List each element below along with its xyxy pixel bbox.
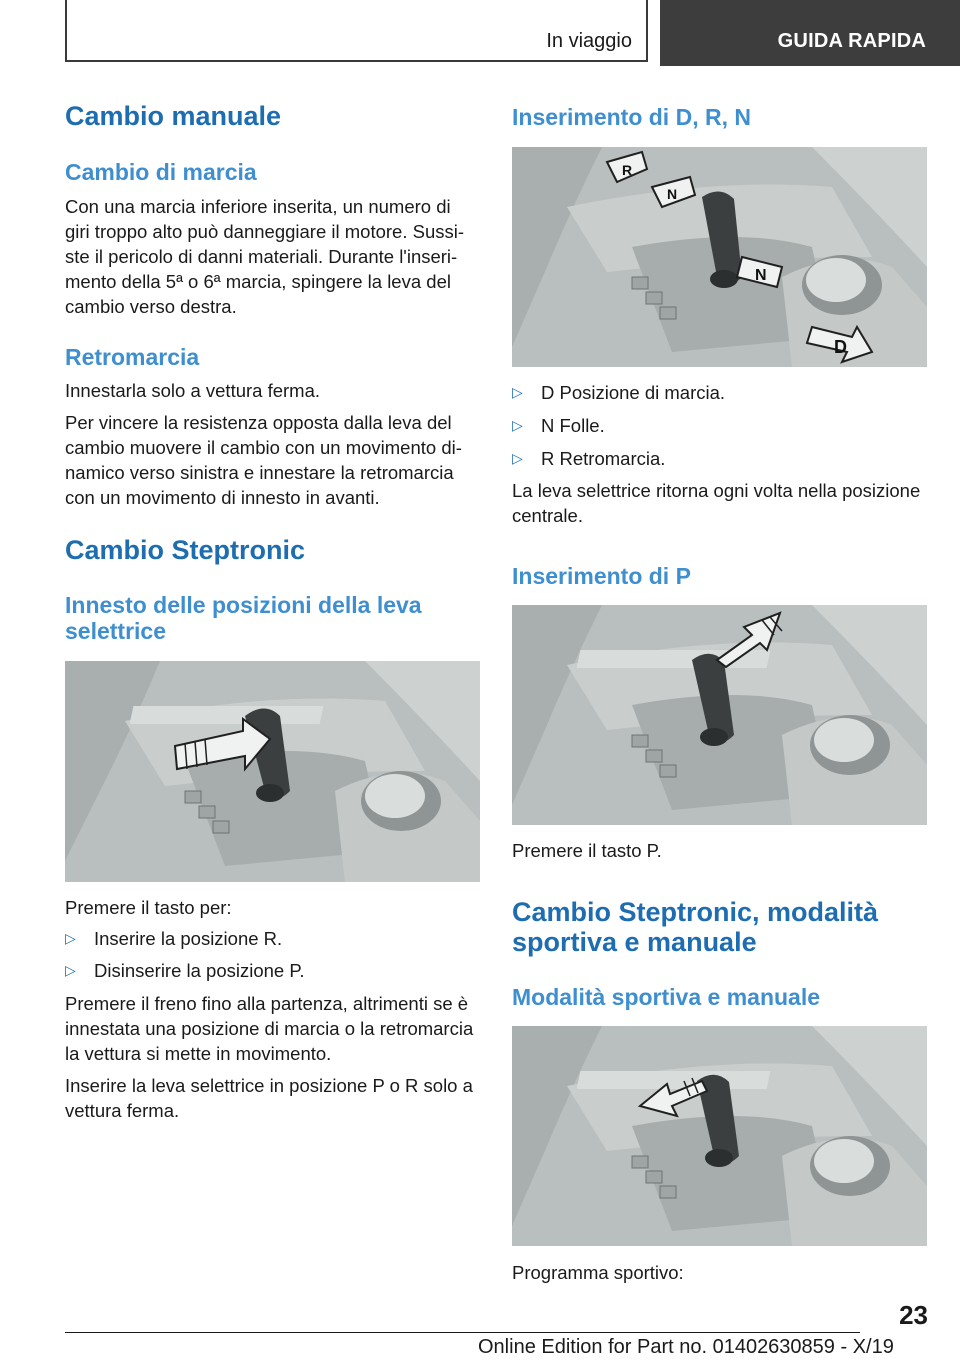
footer-divider: [65, 1332, 860, 1333]
press-for-text: Premere il tasto per:: [65, 897, 232, 918]
text-line: giri troppo alto può danneggiare il motore. Sussi‐: [65, 221, 465, 242]
text-line: La leva selettrice ritorna ogni volta nella posizione: [512, 480, 921, 501]
heading-steptronic: Cambio Steptronic: [65, 535, 306, 565]
label-n-top: N: [667, 186, 678, 202]
sport-text: Programma sportivo:: [512, 1262, 684, 1283]
brake-text: [65, 991, 473, 1066]
reverse-text-1: Innestarla solo a vettura ferma.: [65, 380, 321, 401]
bullet-text: D Posizione di marcia.: [541, 382, 726, 403]
heading-manual-gearbox: Cambio manuale: [65, 101, 282, 131]
text-line: con un movimento di innesto in avanti.: [65, 487, 380, 508]
text-line: Premere il freno fino alla partenza, altrimenti se è: [65, 993, 469, 1014]
heading-reverse: Retromarcia: [65, 344, 200, 370]
figure-sport-mode: [512, 1026, 927, 1246]
gear-change-text: [65, 194, 464, 319]
header-section-title: In viaggio: [546, 30, 632, 52]
triangle-bullet-icon: ▷: [65, 930, 76, 946]
text-line: centrale.: [512, 505, 583, 526]
insert-text: [65, 1073, 473, 1123]
heading-p: Inserimento di P: [512, 563, 691, 589]
text-line: ste il pericolo di danni materiali. Durante l'inseri‐: [65, 246, 458, 267]
header-box: [65, 0, 648, 62]
bullet-text: Inserire la posizione R.: [94, 928, 283, 949]
triangle-bullet-icon: ▷: [512, 450, 523, 466]
dnr-text: [512, 478, 920, 528]
text-line: cambio muovere il cambio con un movimento di‐: [65, 437, 462, 458]
p-text: Premere il tasto P.: [512, 840, 662, 861]
footer-edition: Online Edition for Part no. 01402630859 - X/19: [478, 1336, 894, 1358]
page-number: 23: [899, 1300, 928, 1330]
text-line: Per vincere la resistenza opposta dalla leva del: [65, 412, 452, 433]
text-line: cambio verso destra.: [65, 296, 237, 317]
bullet-text: N Folle.: [541, 415, 605, 436]
triangle-bullet-icon: ▷: [512, 417, 523, 433]
heading-selector-positions: [65, 592, 422, 645]
figure-dnr: [512, 147, 927, 367]
triangle-bullet-icon: ▷: [65, 962, 76, 978]
text-line: mento della 5ª o 6ª marcia, spingere la leva del: [65, 271, 451, 292]
heading-line: selettrice: [65, 618, 167, 645]
heading-line: sportiva e manuale: [512, 926, 757, 957]
heading-line: Cambio Steptronic, modalità: [512, 897, 879, 927]
figure-p-button: [512, 605, 927, 825]
label-d: D: [834, 337, 847, 357]
text-line: la vettura si mette in movimento.: [65, 1043, 332, 1064]
label-n-bottom: N: [755, 267, 767, 284]
heading-sport-mode: [512, 898, 878, 957]
heading-gear-change: Cambio di marcia: [65, 159, 257, 185]
triangle-bullet-icon: ▷: [512, 384, 523, 400]
bullet-text: Disinserire la posizione P.: [94, 960, 305, 981]
heading-sport-manual: Modalità sportiva e manuale: [512, 984, 821, 1010]
text-line: Con una marcia inferiore inserita, un numero di: [65, 196, 451, 217]
text-line: Inserire la leva selettrice in posizione P o R solo a: [65, 1075, 473, 1096]
header-tab: [660, 0, 960, 66]
heading-line: Innesto delle posizioni della leva: [65, 592, 422, 618]
label-r: R: [622, 162, 633, 178]
reverse-text-2: [65, 410, 462, 510]
figure-selector-button: [65, 661, 480, 882]
bullet-text: R Retromarcia.: [541, 448, 666, 469]
heading-dnr: Inserimento di D, R, N: [512, 104, 751, 130]
text-line: namico verso sinistra e innestare la retromarcia: [65, 462, 454, 483]
header-tab-label: GUIDA RAPIDA: [777, 30, 926, 52]
text-line: vettura ferma.: [65, 1100, 180, 1121]
text-line: innestata una posizione di marcia o la retromarcia: [65, 1018, 474, 1039]
